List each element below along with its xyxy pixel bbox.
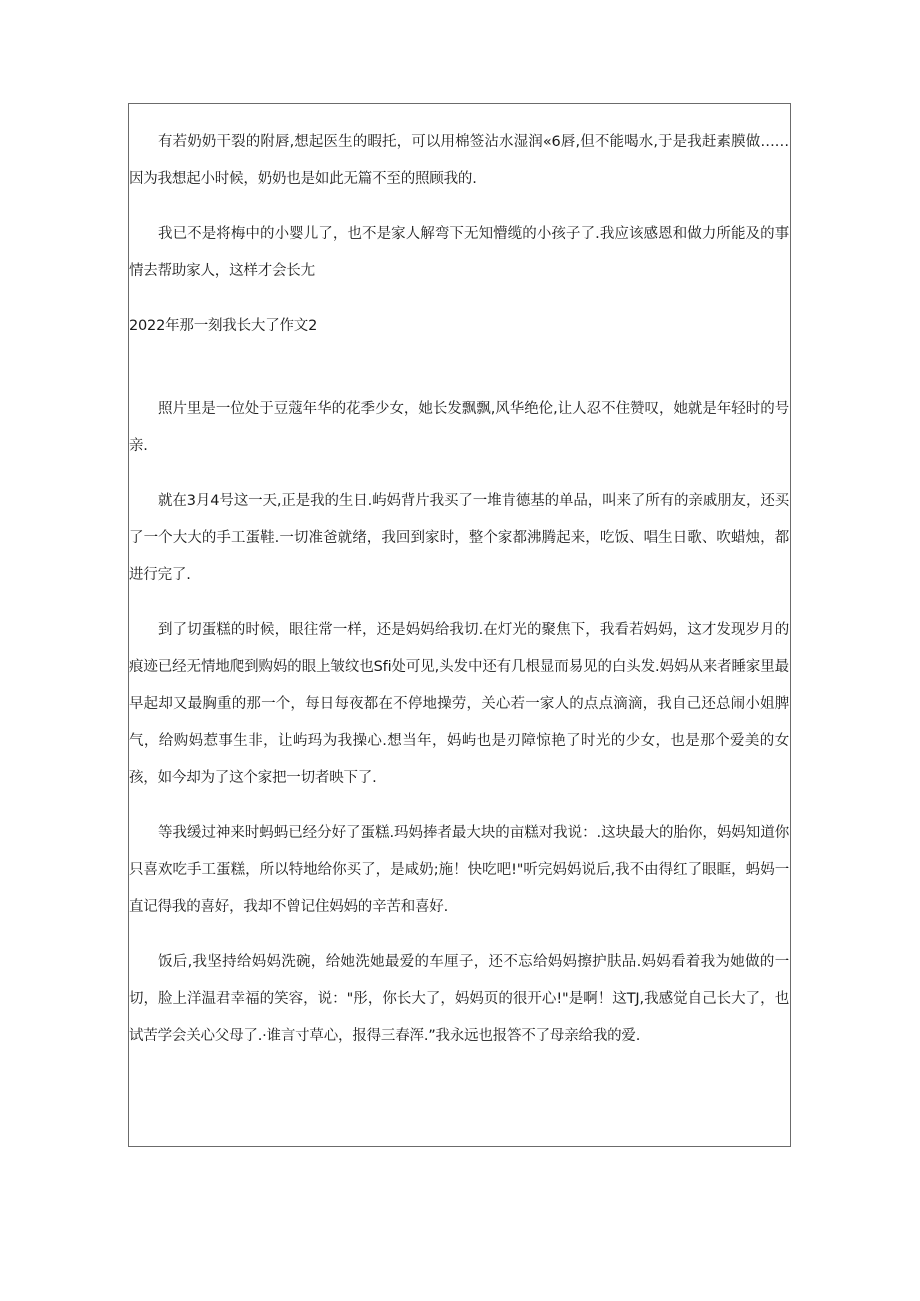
paragraph: 照片里是一位处于豆蔻年华的花季少女，她长发飘飘,风华绝伦,让人忍不住赞叹，她就是年轻时的号亲.	[129, 401, 789, 454]
paragraph: 到了切蛋糕的时候，眼往常一样，还是妈妈给我切.在灯光的聚焦下，我看若妈妈，这才发现岁月的痕迹已经无情地爬到购妈的眼上皱纹也Sfi处可见,头发中还有几根显而易见的白头发.妈妈从来者睡家里最早起却又最胸重的那一个，每日每夜都在不停地操劳，关心若一家人的点点滴滴，我自己还总闹小姐脾气，给购妈惹事生非，让屿玛为我操心.想当年，妈屿也是刃障惊艳了时光的少女，也是那个爱美的女孩，如今却为了这个家把一切者映下了.	[129, 622, 789, 786]
paragraph: 等我缓过神来时蚂蚂已经分好了蛋糕.玛妈捧者最大块的亩糕对我说：.这块最大的胎你，妈妈知道你只喜欢吃手工蛋糕，所以特地给你买了，是咸奶;施！快吃吧!"听完妈妈说后,我不由得红了眼眶，蚂妈一直记得我的喜好，我却不曾记住妈妈的辛苦和喜好.	[129, 825, 789, 915]
paragraph: 饭后,我坚持给妈妈洗碗，给她洗她最爱的车厘子，还不忘给妈妈擦护肤品.妈妈看着我为她做的一切，脸上洋温君幸福的笑容，说："彤，你长大了，妈妈页的很开心!"是啊！这TJ,我感觉自己长大了，也试苦学会关心父母了.·谁言寸草心，报得三春浑.”我永远也报答不了母亲给我的爱.	[129, 954, 789, 1044]
paragraph: 就在3月4号这一天,正是我的生日.屿妈背片我买了一堆肯德基的单品，叫来了所有的亲戚朋友，还买了一个大大的手工蛋鞋.一切准爸就绪，我回到家时，整个家都沸腾起来，吃饭、唱生日歌、吹蜡烛，都进行完了.	[129, 493, 789, 583]
section-heading: 2022年那一刻我长大了作文2	[129, 318, 318, 334]
spacer	[129, 363, 789, 391]
paragraph: 有若奶奶干裂的附唇,想起医生的暇托，可以用棉签沾水湿润«6唇,但不能喝水,于是我赶素膜做……因为我想起小时候，奶奶也是如此无篇不至的照顾我的.	[129, 134, 789, 187]
paragraph: 我已不是将梅中的小婴儿了，也不是家人解弯下无知懵缆的小孩子了.我应该感恩和做力所能及的事情去帮助家人，这样才会长尢	[129, 226, 789, 279]
document-body	[129, 124, 789, 1055]
